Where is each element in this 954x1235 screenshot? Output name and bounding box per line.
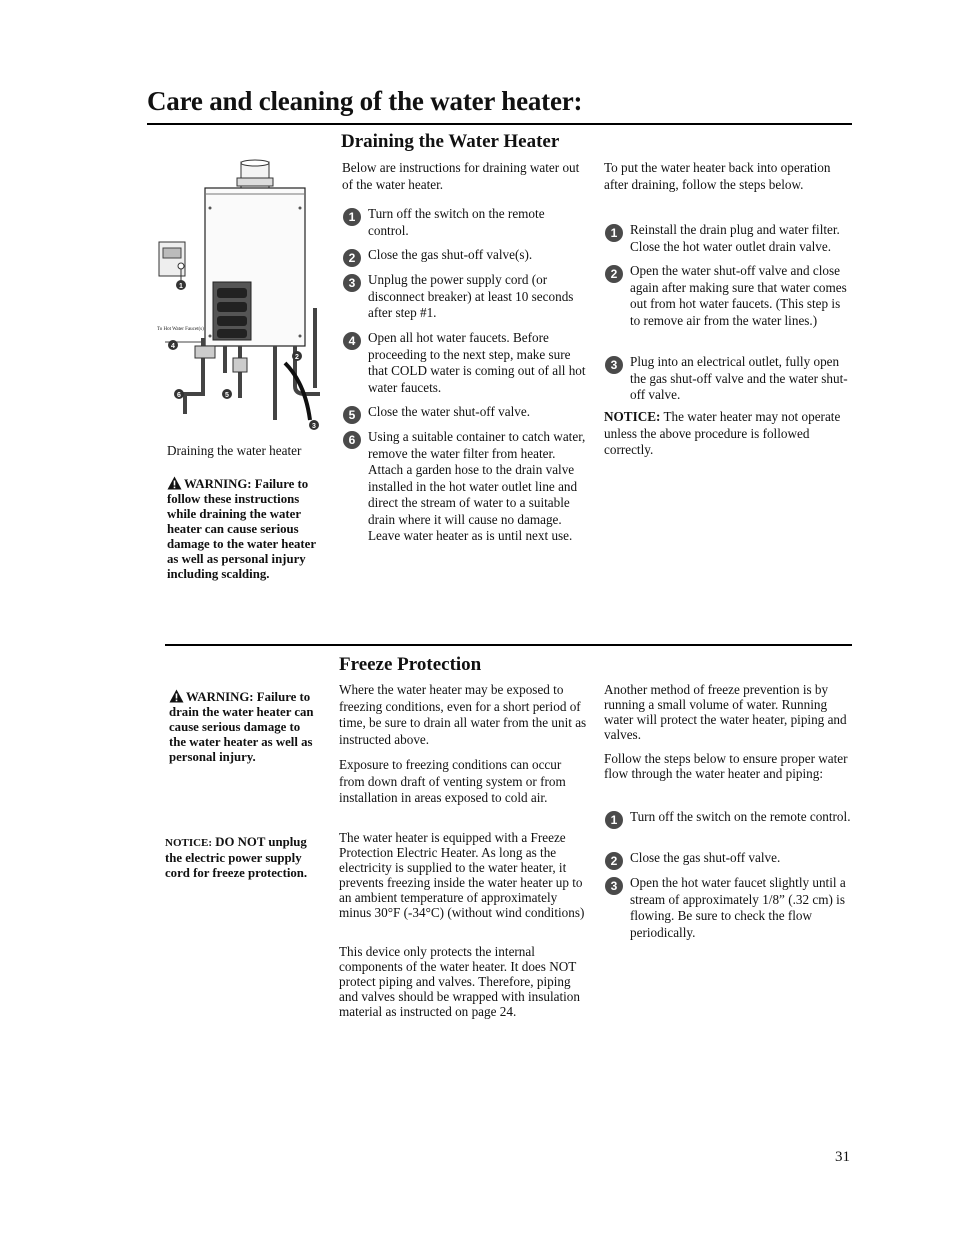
callout-6-label: 6 bbox=[177, 392, 181, 399]
step-text: Plug into an electrical outlet, fully open the gas shut-off valve and the water shut-off valve. bbox=[630, 354, 848, 402]
step-text: Reinstall the drain plug and water filter. Close the hot water outlet drain valve. bbox=[630, 222, 840, 254]
step-number-badge: 1 bbox=[605, 811, 623, 829]
freeze-warning-text: Failure to drain the water heater can cause serious damage to the water heater as well as personal injury. bbox=[169, 690, 314, 764]
callout-4-label: 4 bbox=[171, 343, 175, 350]
page-number: 31 bbox=[835, 1149, 850, 1165]
step-text: Unplug the power supply cord (or disconnect breaker) at least 10 seconds after step #1. bbox=[368, 272, 574, 320]
step-text: Close the water shut-off valve. bbox=[368, 404, 530, 419]
hot-water-faucet-label: To Hot Water Faucet(s) bbox=[157, 327, 204, 332]
callout-2-label: 2 bbox=[295, 354, 299, 361]
freeze-para-3: The water heater is equipped with a Freeze Protection Electric Heater. As long as the electricity is supplied to the water heater, it prevents freezing inside the water heater up to an ambient temperature of approximately minus 30°F (-34°C) (without wind conditions) bbox=[339, 830, 585, 920]
step-number-badge: 4 bbox=[343, 332, 361, 350]
freeze-para-2: Exposure to freezing conditions can occur from down draft of venting system or from installation in areas exposed to cold air. bbox=[339, 757, 566, 805]
page-title: Care and cleaning of the water heater: bbox=[147, 86, 583, 116]
step-number-badge: 2 bbox=[605, 265, 623, 283]
title-rule bbox=[147, 123, 852, 125]
callout-3-label: 3 bbox=[312, 423, 316, 430]
freeze-para-1: Where the water heater may be exposed to freezing conditions, even for a short period of time, be sure to drain all water from the unit as instructed above. bbox=[339, 682, 587, 747]
warning-icon bbox=[169, 689, 184, 703]
step-number-badge: 5 bbox=[343, 406, 361, 424]
step-text: Open the hot water faucet slightly until a stream of approximately 1/8” (.32 cm) is flowing. Be sure to check the flow periodically. bbox=[630, 875, 846, 940]
step-text: Turn off the switch on the remote control. bbox=[630, 809, 851, 824]
freeze-heading: Freeze Protection bbox=[339, 654, 482, 675]
step-text: Close the gas shut-off valve(s). bbox=[368, 247, 533, 262]
water-heater-diagram bbox=[155, 158, 330, 438]
draining-warning bbox=[167, 476, 317, 582]
step-text: Open all hot water faucets. Before proceeding to the next step, make sure that COLD water is coming out of all hot water faucets. bbox=[368, 330, 586, 395]
step-number-badge: 3 bbox=[605, 877, 623, 895]
step-number-badge: 2 bbox=[343, 249, 361, 267]
step-number-badge: 1 bbox=[343, 208, 361, 226]
callout-5-label: 5 bbox=[225, 392, 229, 399]
step-number-badge: 6 bbox=[343, 431, 361, 449]
callout-1-label: 1 bbox=[179, 283, 183, 290]
step-text: Using a suitable container to catch water, remove the water filter from heater. Attach a garden hose to the drain valve installed in the hot water outlet line and direct the stream of water to a suitable drain where it will cause no damage. Leave water heater as is until next use. bbox=[368, 429, 586, 543]
section-divider bbox=[165, 644, 852, 646]
back-intro: To put the water heater back into operation after draining, follow the steps below. bbox=[604, 160, 831, 192]
draining-warning-label: WARNING: bbox=[184, 477, 252, 491]
draining-heading: Draining the Water Heater bbox=[341, 131, 560, 152]
step-number-badge: 1 bbox=[605, 224, 623, 242]
figure-caption: Draining the water heater bbox=[167, 443, 302, 458]
step-text: Close the gas shut-off valve. bbox=[630, 850, 781, 865]
draining-intro: Below are instructions for draining water out of the water heater. bbox=[342, 160, 580, 192]
draining-notice bbox=[604, 409, 849, 459]
freeze-warning-label: WARNING: bbox=[186, 690, 254, 704]
step-number-badge: 2 bbox=[605, 852, 623, 870]
warning-icon bbox=[167, 476, 182, 490]
step-number-badge: 3 bbox=[343, 274, 361, 292]
draining-notice-text: The water heater may not operate unless the above procedure is followed correctly. bbox=[604, 409, 841, 457]
freeze-right-para-2: Follow the steps below to ensure proper water flow through the water heater and piping: bbox=[604, 751, 848, 781]
freeze-warning bbox=[169, 689, 319, 765]
freeze-right-para-1: Another method of freeze prevention is by running a small volume of water. Running water will protect the water heater, piping and valves. bbox=[604, 682, 847, 742]
freeze-notice bbox=[165, 835, 315, 881]
draining-notice-label: NOTICE: bbox=[604, 409, 661, 424]
step-text: Turn off the switch on the remote control. bbox=[368, 206, 545, 238]
step-number-badge: 3 bbox=[605, 356, 623, 374]
freeze-para-4: This device only protects the internal components of the water heater. It does NOT protect piping and valves. Therefore, piping and valves should be wrapped with insulation material as instructed on page 24. bbox=[339, 944, 580, 1019]
step-text: Open the water shut-off valve and close again after making sure that water comes out from hot water faucets. (This step is to remove air from the water lines.) bbox=[630, 263, 847, 328]
freeze-notice-text: DO NOT unplug the electric power supply cord for freeze protection. bbox=[165, 835, 308, 880]
freeze-notice-label: NOTICE: bbox=[165, 837, 213, 849]
draining-warning-text: Failure to follow these instructions while draining the water heater can cause serious damage to the water heater as well as personal injury including scalding. bbox=[167, 477, 316, 581]
